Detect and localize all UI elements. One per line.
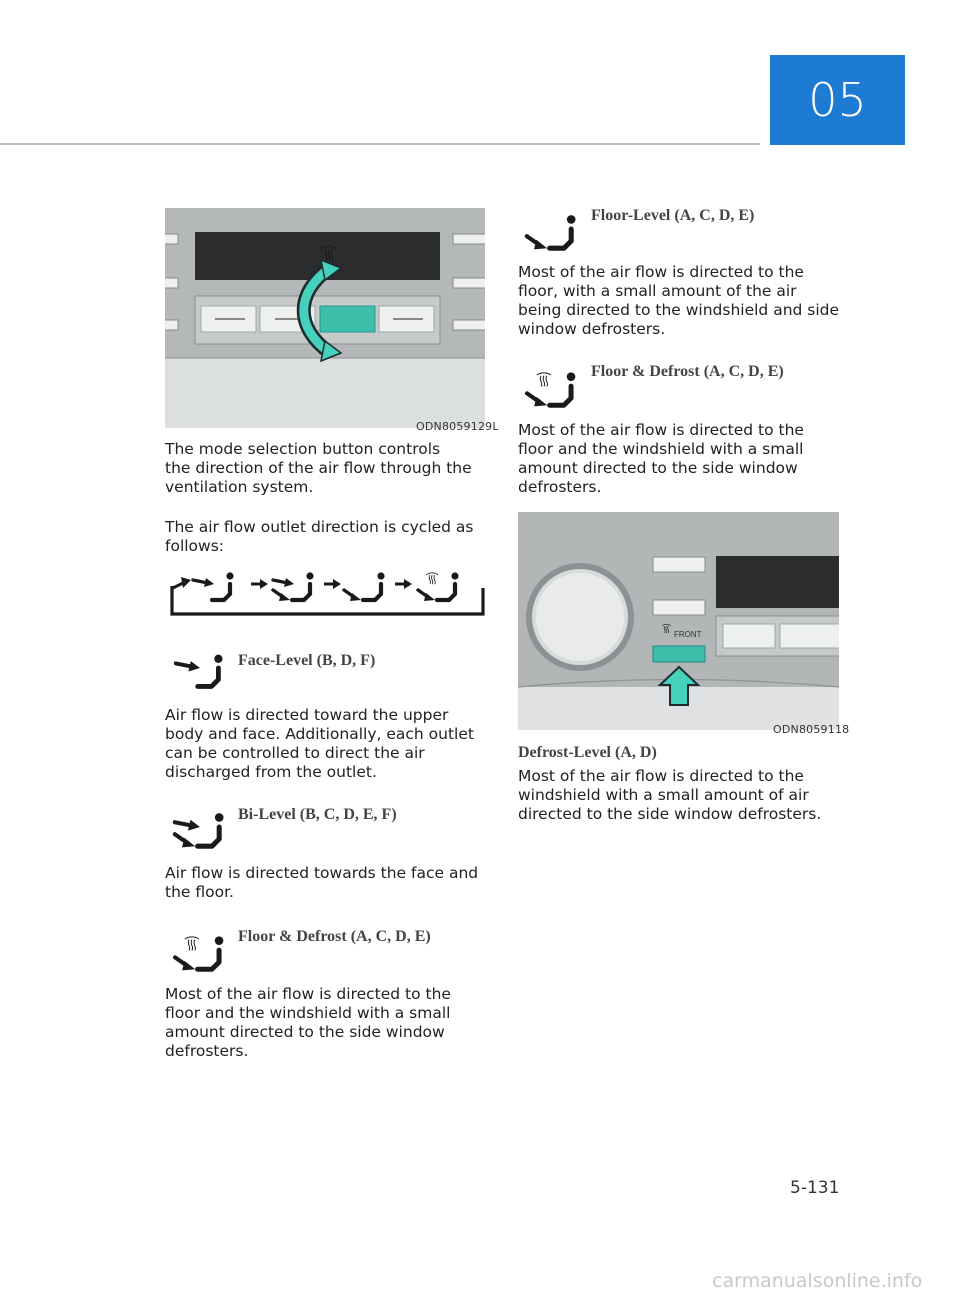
watermark: carmanualsonline.info <box>712 1270 923 1292</box>
figure-code-2: ODN8059118 <box>773 723 850 736</box>
floor-defrost-text-right: Most of the air flow is directed to the floor and the windshield with a small amount directed to the side window defrosters. <box>518 421 804 496</box>
bi-level-heading: Bi-Level (B, C, D, E, F) <box>238 806 397 823</box>
floor-level-text: Most of the air flow is directed to the floor, with a small amount of the air being directed to the windshield and side window defrosters. <box>518 263 840 338</box>
defrost-level-heading: Defrost-Level (A, D) <box>518 744 657 761</box>
floor-defrost-text: Most of the air flow is directed to the floor and the windshield with a small amount directed to the side window defrosters. <box>165 985 451 1060</box>
front-defrost-photo <box>518 512 839 730</box>
face-level-icon <box>170 645 230 691</box>
front-button-label: FRONT <box>674 630 702 639</box>
floor-defrost-heading-right: Floor & Defrost (A, C, D, E) <box>591 363 784 380</box>
chapter-number: 05 <box>808 73 867 127</box>
bi-level-text: Air flow is directed towards the face and the floor. <box>165 864 479 901</box>
floor-level-icon <box>517 205 587 253</box>
mode-button-photo <box>165 208 485 428</box>
floor-defrost-heading: Floor & Defrost (A, C, D, E) <box>238 928 431 945</box>
figure-code: ODN8059129L <box>416 420 499 433</box>
floor-level-heading: Floor-Level (A, C, D, E) <box>591 207 755 224</box>
page-number: 5-131 <box>790 1178 840 1198</box>
floor-defrost-icon-right <box>517 360 587 410</box>
mode-cycle-diagram <box>165 568 487 620</box>
bi-level-icon <box>165 803 235 851</box>
cycle-paragraph: The air flow outlet direction is cycled as follows: <box>165 518 474 555</box>
intro-paragraph: The mode selection button controls the direction of the air flow through the ventilation system. <box>165 440 472 496</box>
defrost-level-text: Most of the air flow is directed to the windshield with a small amount of air directed to the side window defrosters. <box>518 767 822 823</box>
header-rule <box>0 143 760 145</box>
face-level-heading: Face-Level (B, D, F) <box>238 652 376 669</box>
floor-defrost-icon <box>165 924 235 974</box>
chapter-tab <box>770 55 905 145</box>
face-level-text: Air flow is directed toward the upper body and face. Additionally, each outlet can be controlled to direct the air discharged from the outlet. <box>165 706 474 781</box>
